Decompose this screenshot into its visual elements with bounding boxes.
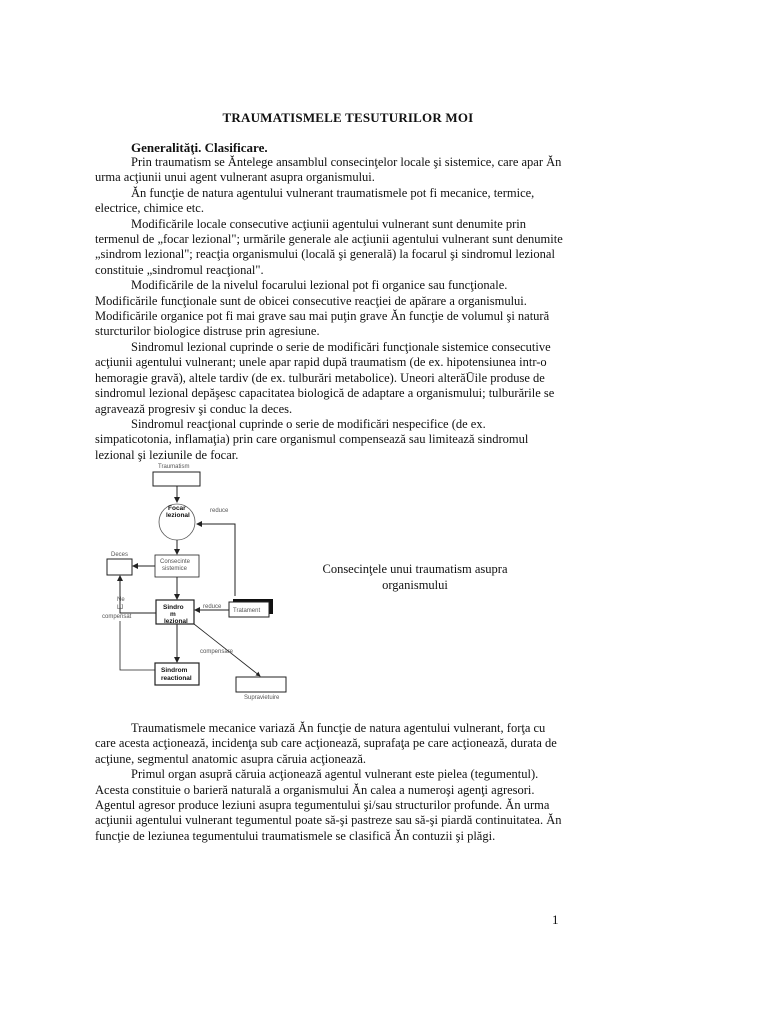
focar-label: lezional: [166, 512, 190, 519]
reduce-label: reduce: [203, 604, 222, 610]
document-title: TRAUMATISMELE TESUTURILOR MOI: [222, 110, 474, 125]
caption-line: organismului: [382, 578, 448, 592]
paragraph: Primul organ asupră căruia acţionează agentul vulnerant este pielea (tegumentul).: [131, 767, 539, 782]
paragraph: Prin traumatism se Ăntelege ansamblul consecinţelor locale şi sistemice, care apar Ăn urma acţiunii unui agent vulnerant asupra organismului.: [95, 155, 562, 185]
necompensat-label: compensat: [102, 614, 132, 620]
traumatism-label: Traumatism: [158, 464, 190, 470]
caption-line: Consecinţele unui traumatism asupra: [322, 562, 508, 576]
necompensat-label: Ne: [117, 597, 125, 603]
arrow: [120, 576, 156, 613]
paragraph: Sindromul reacţional cuprinde o serie de modificări nespecifice (de ex. simpaticotonia, inflamaţia) prin care organismul compensează sau limitează sindromul lezional şi leziunile de focar.: [95, 416, 529, 462]
reduce-arrow: [197, 524, 235, 596]
paragraph: Ăn funcţie de natura agentului vulnerant traumatismele pot fi mecanice, termice, electrice, chimice etc.: [95, 185, 535, 216]
paragraph: Modificările de la nivelul focarului lezional pot fi organice sau funcţionale. Modificările funcţionale sunt de obicei consecutive reacţiei de apărare a organismului. Modificările organice pot fi mai grave sau mai puţin grave Ăn funcţie de volumul şi natură sturcturilor biologice distruse prin agresiune.: [95, 278, 550, 339]
compensare-label: compensare: [200, 649, 234, 655]
deces-box: [107, 559, 132, 575]
paragraph: Acesta constituie o barieră naturală a organismului Ăn calea a numeroşi agenţi agresori. Agentul agresor produce leziuni asupra tegumentului şi/sau structurilor profunde. Ăn urma acţiunii agentului vulnerant tegumentul poate să-şi pastreze sau să-şi piardă continuitatea. Ăn funcţie de leziunea tegumentului traumatismele se clasifică Ăn contuzii şi plăgi.: [95, 782, 562, 843]
reduce-label: reduce: [210, 508, 229, 514]
diagram-caption: [318, 561, 512, 593]
sindrom-reactional-label: reactional: [161, 675, 192, 682]
sindrom-lezional-label: Sindro: [163, 604, 184, 611]
tratament-label: Tratament: [233, 608, 261, 614]
paragraph: Traumatismele mecanice variază Ăn funcţie de natura agentului vulnerant, forţa cu care acesta acţionează, incidenţa sub care acţionează, suprafaţa pe care acţionează, durata de acţiune, segmentul anatomic asupra căruia acţionează.: [95, 721, 557, 766]
consecinte-label: sistemice: [162, 566, 188, 572]
section-heading: Generalităţi. Clasificare.: [131, 140, 268, 155]
mechanical-text: [95, 721, 565, 844]
paragraph: Sindromul lezional cuprinde o serie de modificări funcţionale sistemice consecutive acţiunii agentului vulnerant; unele apar rapid după traumatism (de ex. hipotensiunea intr-o hemoragie gravă), altele tardiv (de ex. tulburări metabolice). Uneori alterăŪile produse de sindromul lezional depăşesc capacitatea biologică de adaptare a organismului; tulburările se agravează progresiv şi conduc la deces.: [95, 339, 555, 416]
traumatism-box: [153, 472, 200, 486]
page-number: 1: [552, 912, 559, 927]
necompensat-label: LJ: [117, 605, 124, 611]
paragraph: Modificările locale consecutive acţiunii agentului vulnerant sunt denumite prin termenul de „focar lezional"; urmările generale ale acţiunii agentului vulnerant sunt denumite „sindrom lezional"; reacţia organismului (locală şi generală) la focarul şi sindromul lezional constituie „sindromul reacţional".: [95, 216, 563, 277]
supravietuire-label: Supravietuire: [244, 695, 280, 701]
focar-label: Focar: [168, 505, 186, 512]
sindrom-lezional-label: lezional: [164, 618, 188, 625]
trauma-flow-diagram: [100, 458, 310, 708]
arrow: [120, 621, 155, 670]
deces-label: Deces: [111, 552, 129, 558]
sindrom-lezional-label: m: [170, 611, 176, 618]
supravietuire-box: [236, 677, 286, 692]
intro-text: [95, 155, 565, 463]
sindrom-reactional-label: Sindrom: [161, 667, 188, 674]
consecinte-label: Consecinte: [160, 559, 191, 565]
